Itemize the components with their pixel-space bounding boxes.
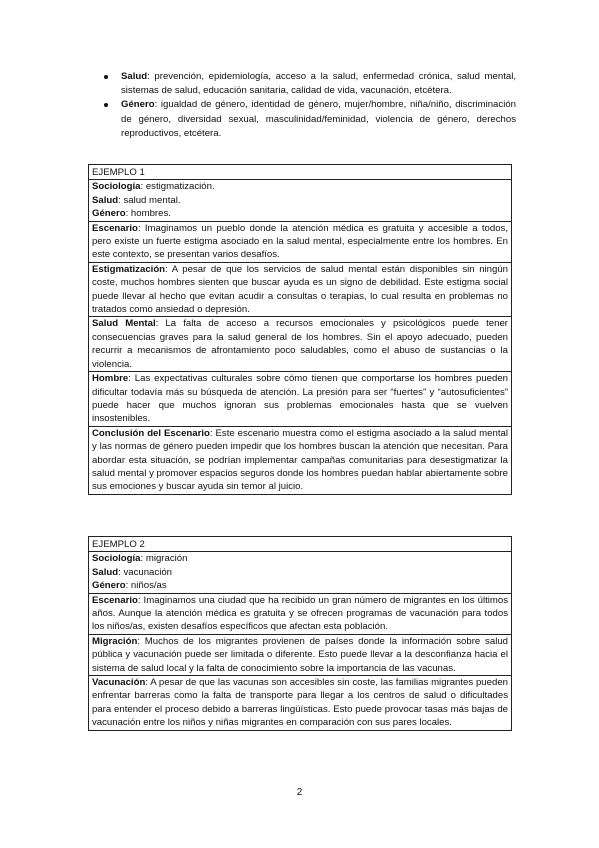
section-hombre (89, 372, 512, 427)
section-text: : Este escenario muestra como el estigma asociado a la salud mental y las normas de género pueden impedir que los hombres buscan la atención que necesitan. Para abordar esta situación, se podrían implementar campañas comunitarias para desestigmatizar la salud mental y promover espacios seguros donde los hombres puedan hablar abiertamente sobre sus emociones y buscar ayuda sin temor al juicio. (92, 427, 508, 493)
section-term: Escenario (92, 222, 138, 234)
bullet-dot-icon (104, 103, 108, 107)
example-1-header: EJEMPLO 1 (89, 165, 512, 180)
bullet-term: Género (121, 99, 155, 111)
section-estigmatizacion (89, 262, 512, 317)
section-term: Vacunación (92, 677, 146, 689)
tag-text: : vacunación (118, 566, 172, 578)
example-2-tags (89, 552, 512, 593)
example-2-header: EJEMPLO 2 (89, 537, 512, 552)
bullet-text: : prevención, epidemiología, acceso a la salud, enfermedad crónica, salud mental, sistemas de salud, educación sanitaria, calidad de vida, vacunación, etcétera. (121, 71, 516, 97)
tag-term: Género (92, 580, 126, 592)
tag-salud (92, 194, 508, 207)
section-term: Estigmatización (92, 263, 166, 275)
section-term: Hombre (92, 373, 129, 385)
bullet-text: : igualdad de género, identidad de género, mujer/hombre, niña/niño, discriminación de género, diversidad sexual, masculinidad/feminidad, violencia de género, derechos reproductivos, etcétera. (121, 99, 516, 139)
section-text: : A pesar de que los servicios de salud mental están disponibles sin ningún coste, muchos hombres sienten que buscar ayuda es un signo de debilidad. Este estigma social puede llevar al hecho que evitan acudir a consultas o terapias, lo cual resulta en problemas no tratados como ansiedad o depresión. (92, 263, 508, 316)
bullet-term: Salud (121, 71, 148, 82)
tag-term: Salud (92, 194, 119, 206)
section-text: : Las expectativas culturales sobre cómo tienen que comportarse los hombres pueden dificultar todavía más su búsqueda de atención. La presión para ser “fuertes” y “autosuficientes” puede hacer que muchos ignoran sus problemas emocionales hasta que se vuelven insostenibles. (92, 373, 508, 425)
tag-text: : hombres. (125, 208, 171, 220)
example-1-tags (89, 180, 512, 221)
section-text: : Muchos de los migrantes provienen de países donde la información sobre salud pública y vacunación puede ser limitada o diferente. Esto puede llevar a la desconfianza hacia el sistema de salud local y la falta de conocimiento sobre la importancia de las vacunas. (92, 635, 508, 674)
tag-sociologia (92, 180, 508, 193)
tag-text: : salud mental. (118, 194, 181, 206)
section-term: Migración (92, 635, 138, 647)
section-term: Conclusión del Escenario (92, 427, 210, 439)
section-vacunacion (89, 676, 512, 731)
tag-term: Género (92, 208, 126, 220)
bullet-item-genero (104, 98, 516, 141)
tag-term: Salud (92, 566, 119, 578)
page-number: 2 (296, 787, 303, 798)
section-escenario (89, 221, 512, 262)
tag-text: : estigmatización. (140, 181, 215, 193)
section-escenario (89, 593, 512, 634)
tag-salud (92, 566, 508, 579)
section-term: Escenario (92, 594, 138, 606)
topic-bullet-list (104, 70, 516, 141)
tag-genero (92, 579, 508, 592)
example-1-table (88, 164, 512, 495)
tag-sociologia (92, 552, 508, 565)
section-text: : La falta de acceso a recursos emocionales y psicológicos puede tener consecuencias graves para la salud general de los hombres. Sin el apoyo adecuado, pueden recurrir a mecanismos de afrontamiento poco saludables, como el abuso de sustancias o la violencia. (92, 318, 508, 370)
section-conclusion (89, 426, 512, 494)
tag-text: : migración (140, 553, 188, 565)
section-text: : Imaginamos un pueblo donde la atención médica es gratuita y accesible a todos, pero existe un fuerte estigma asociado en la salud mental, especialmente entre los hombres. En este contexto, se presentan varios desafíos. (92, 222, 508, 261)
tag-text: : niños/as (125, 580, 167, 592)
section-text: : A pesar de que las vacunas son accesibles sin coste, las familias migrantes pueden enfrentar barreras como la falta de transporte para llegar a los centros de salud o dificultades para entender el proceso debido a barreras lingüísticas. Esto puede provocar tasas más bajas de vacunación entre los niños y niñas migrantes en comparación con sus pares locales. (92, 677, 508, 729)
bullet-dot-icon (104, 75, 108, 79)
tag-term: Sociología (92, 553, 141, 565)
example-2-table (88, 536, 512, 731)
tag-term: Sociología (92, 181, 141, 193)
section-migracion (89, 634, 512, 675)
section-salud-mental (89, 317, 512, 372)
section-text: : Imaginamos una ciudad que ha recibido un gran número de migrantes en los últimos años. Aunque la atención médica es gratuita y se ofrecen programas de vacunación para todos los niños/as, existen desafíos específicos que afectan esta población. (92, 594, 508, 633)
bullet-item-salud (104, 70, 516, 98)
tag-genero (92, 207, 508, 220)
section-term: Salud Mental (92, 318, 156, 330)
